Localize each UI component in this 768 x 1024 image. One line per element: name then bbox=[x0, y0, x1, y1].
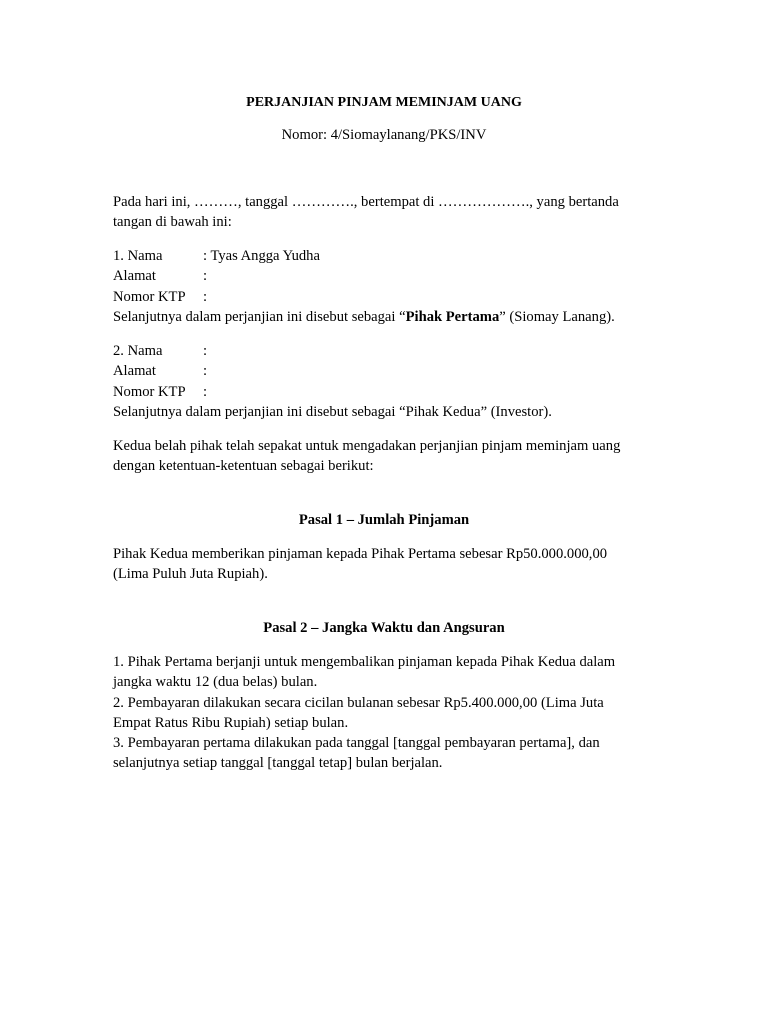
party-1-ktp-label: Nomor KTP bbox=[113, 288, 186, 305]
document-title: PERJANJIAN PINJAM MEMINJAM UANG bbox=[246, 95, 522, 110]
party-2-ktp-label: Nomor KTP bbox=[113, 383, 186, 400]
party-2-ktp-row bbox=[113, 382, 643, 402]
party-2-address-row bbox=[113, 361, 643, 381]
party-1-role: Pihak Pertama bbox=[405, 308, 500, 325]
pasal-2-line: jangka waktu 12 (dua belas) bulan. bbox=[113, 674, 318, 691]
intro-line: tangan di bawah ini: bbox=[113, 214, 232, 231]
party-1-ktp-row bbox=[113, 287, 643, 307]
agreement-line: dengan ketentuan-ketentuan sebagai berikut: bbox=[113, 458, 374, 475]
pasal-1-line: (Lima Puluh Juta Rupiah). bbox=[113, 566, 268, 583]
party-2-ktp-value: : bbox=[203, 383, 208, 400]
agreement-paragraph bbox=[113, 436, 643, 477]
pasal-2-paragraph bbox=[113, 652, 643, 774]
party-1-address-row bbox=[113, 266, 643, 286]
party-1-desc-suffix: ” (Siomay Lanang). bbox=[499, 308, 615, 325]
pasal-2-line: selanjutnya setiap tanggal [tanggal tetap] bulan berjalan. bbox=[113, 755, 443, 772]
pasal-1-line: Pihak Kedua memberikan pinjaman kepada Pihak Pertama sebesar Rp50.000.000,00 bbox=[113, 546, 608, 562]
agreement-line: Kedua belah pihak telah sepakat untuk mengadakan perjanjian pinjam meminjam uang bbox=[113, 438, 621, 454]
pasal-2-line: 1. Pihak Pertama berjanji untuk mengembalikan pinjaman kepada Pihak Kedua dalam bbox=[113, 654, 616, 670]
pasal-2-line: 3. Pembayaran pertama dilakukan pada tanggal [tanggal pembayaran pertama], dan bbox=[113, 735, 600, 752]
party-1-desc-prefix: Selanjutnya dalam perjanjian ini disebut sebagai “ bbox=[113, 308, 406, 325]
pasal-2-line: Empat Ratus Ribu Rupiah) setiap bulan. bbox=[113, 714, 349, 731]
party-1-ktp-value: : bbox=[203, 288, 208, 305]
party-1-description bbox=[113, 307, 643, 327]
party-1-name-label: 1. Nama bbox=[113, 248, 163, 264]
pasal-2-heading: Pasal 2 – Jangka Waktu dan Angsuran bbox=[263, 620, 505, 636]
party-2-name-value: : bbox=[203, 343, 208, 359]
party-2-name-row bbox=[113, 341, 643, 361]
pasal-1-paragraph bbox=[113, 544, 643, 585]
party-2-name-label: 2. Nama bbox=[113, 343, 163, 359]
document-number: Nomor: 4/Siomaylanang/PKS/INV bbox=[281, 127, 487, 143]
party-2-description: Selanjutnya dalam perjanjian ini disebut sebagai “Pihak Kedua” (Investor). bbox=[113, 403, 552, 420]
intro-paragraph bbox=[113, 192, 643, 233]
party-1-name-value: : Tyas Angga Yudha bbox=[203, 248, 320, 264]
pasal-1-heading: Pasal 1 – Jumlah Pinjaman bbox=[298, 512, 470, 528]
party-1-block bbox=[113, 246, 643, 327]
pasal-2-line: 2. Pembayaran dilakukan secara cicilan bulanan sebesar Rp5.400.000,00 (Lima Juta bbox=[113, 694, 604, 711]
party-2-address-label: Alamat bbox=[113, 363, 156, 380]
party-2-address-value: : bbox=[203, 363, 208, 380]
party-1-address-value: : bbox=[203, 268, 208, 285]
intro-line: Pada hari ini, ………, tanggal …………., bertempat di ………………., yang bertanda bbox=[113, 194, 619, 210]
party-1-address-label: Alamat bbox=[113, 268, 156, 285]
party-1-name-row bbox=[113, 246, 643, 266]
party-2-block bbox=[113, 341, 643, 422]
